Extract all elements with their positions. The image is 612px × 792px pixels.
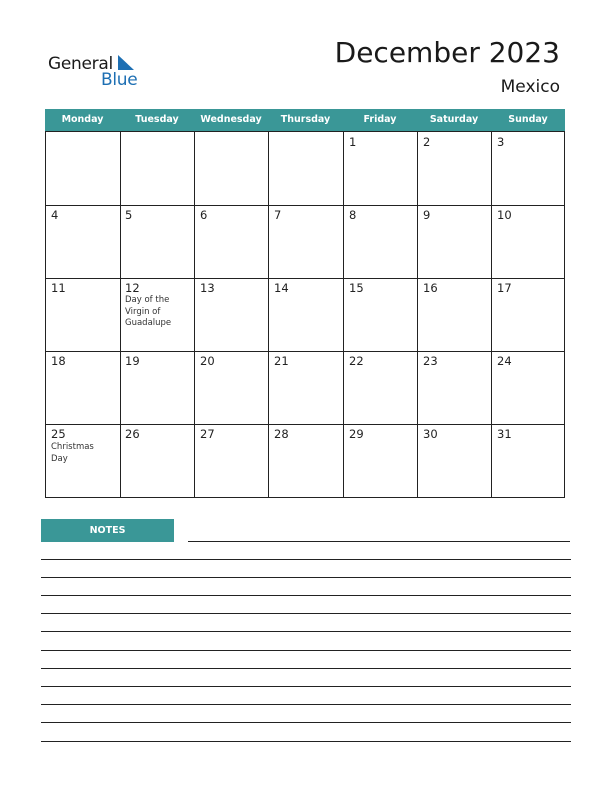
page-title: December 2023 [334,36,560,69]
note-line [41,577,571,578]
weekday-thursday: Thursday [280,114,331,125]
day-number: 6 [200,208,208,222]
note-line [41,686,571,687]
note-line [41,722,571,723]
day-number: 9 [423,208,431,222]
note-line [41,650,571,651]
day-number: 22 [349,354,364,368]
weekday-header [45,109,565,131]
grid-divider [343,131,344,498]
grid-divider [491,131,492,498]
day-number: 3 [497,135,505,149]
note-line [41,595,571,596]
weekday-wednesday: Wednesday [200,114,262,125]
logo-text-blue: Blue [101,70,138,90]
day-number: 31 [497,427,512,441]
day-number: 13 [200,281,215,295]
weekday-tuesday: Tuesday [135,114,179,125]
day-number: 27 [200,427,215,441]
day-number: 30 [423,427,438,441]
note-line [41,631,571,632]
calendar-grid [45,131,565,498]
country-label: Mexico [500,77,560,97]
grid-divider [45,424,565,425]
day-number: 12 [125,281,140,295]
note-line [41,613,571,614]
day-number: 7 [274,208,282,222]
weekday-sunday: Sunday [508,114,548,125]
note-line [41,741,571,742]
day-number: 16 [423,281,438,295]
day-number: 25 [51,427,66,441]
weekday-saturday: Saturday [429,114,479,125]
day-number: 14 [274,281,289,295]
day-number: 11 [51,281,66,295]
weekday-monday: Monday [61,114,104,125]
day-number: 2 [423,135,431,149]
day-number: 8 [349,208,357,222]
holiday-label: Christmas Day [51,442,94,464]
day-number: 19 [125,354,140,368]
day-number: 23 [423,354,438,368]
grid-divider [45,351,565,352]
day-number: 5 [125,208,133,222]
note-line [41,559,571,560]
grid-divider [417,131,418,498]
note-line [41,704,571,705]
day-number: 24 [497,354,512,368]
day-number: 1 [349,135,357,149]
day-number: 29 [349,427,364,441]
day-number: 20 [200,354,215,368]
holiday-label: Day of the Virgin of Guadalupe [125,295,172,328]
day-number: 26 [125,427,140,441]
day-number: 4 [51,208,59,222]
day-number: 28 [274,427,289,441]
note-line [41,668,571,669]
grid-divider [268,131,269,498]
day-number: 18 [51,354,66,368]
logo-text-general: General [48,54,113,74]
generalblue-logo [48,52,158,92]
weekday-friday: Friday [363,114,397,125]
day-number: 21 [274,354,289,368]
calendar [45,109,565,498]
grid-divider [120,131,121,498]
day-number: 15 [349,281,364,295]
note-line [188,541,570,542]
grid-divider [194,131,195,498]
day-number: 17 [497,281,512,295]
day-number: 10 [497,208,512,222]
grid-divider [45,278,565,279]
grid-divider [45,205,565,206]
notes-label: NOTES [41,519,174,542]
